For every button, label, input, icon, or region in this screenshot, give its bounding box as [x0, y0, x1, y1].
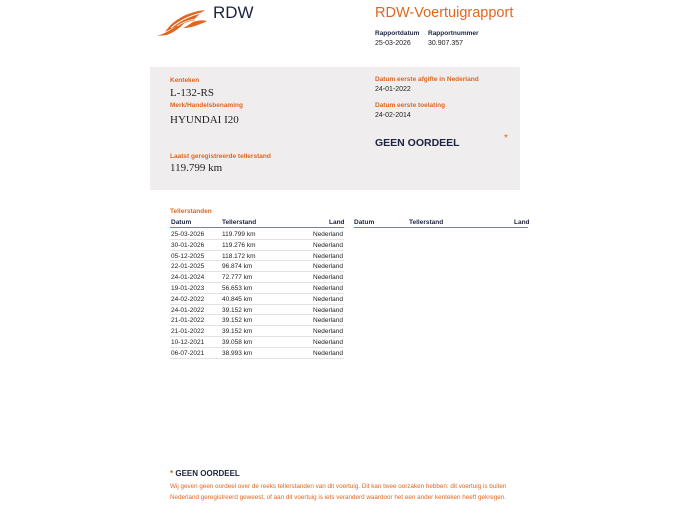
make-label: Merk/Handelsbenaming — [170, 102, 243, 109]
report-number: 30.907.357 — [428, 40, 464, 47]
row-country: Nederland — [313, 338, 343, 346]
table-row — [170, 348, 344, 359]
row-odometer: 118.172 km — [222, 252, 256, 260]
header-rule-right — [354, 227, 528, 228]
row-country: Nederland — [313, 328, 343, 336]
table-row — [170, 261, 344, 272]
header-rule-left — [170, 227, 344, 228]
plate-label: Kenteken — [170, 77, 200, 84]
row-odometer: 96.874 km — [222, 263, 253, 271]
table-row — [170, 283, 344, 294]
verdict-text: GEEN OORDEEL — [375, 137, 460, 149]
rdw-logo-icon — [155, 6, 209, 38]
row-date: 24-02-2022 — [171, 295, 205, 303]
table-row — [170, 315, 344, 326]
plate-value: L-132-RS — [170, 87, 214, 99]
first-admission-label: Datum eerste toelating — [375, 102, 446, 109]
row-date: 22-01-2025 — [171, 263, 205, 271]
col-header-date: Datum — [171, 219, 192, 226]
row-date: 21-01-2022 — [171, 317, 205, 325]
brand-name: RDW — [213, 3, 254, 22]
report-date-label: Rapportdatum — [375, 30, 420, 37]
table-row — [170, 305, 344, 316]
report-date: 25-03-2026 — [375, 40, 411, 47]
first-admission-nl-value: 24-01-2022 — [375, 86, 411, 93]
row-country: Nederland — [313, 349, 343, 357]
row-date: 05-12-2025 — [171, 252, 205, 260]
table-row — [170, 326, 344, 337]
footnote-star: * — [170, 469, 174, 478]
row-odometer: 119.276 km — [222, 241, 256, 249]
report-title: RDW-Voertuigrapport — [375, 5, 514, 21]
row-odometer: 39.058 km — [222, 338, 253, 346]
row-odometer: 38.993 km — [222, 349, 253, 357]
odometer-label: Laatst geregistreerde tellerstand — [170, 153, 271, 160]
row-date: 24-01-2022 — [171, 306, 205, 314]
footnote-title — [170, 469, 240, 478]
col-header-country-2: Land — [514, 219, 530, 226]
row-odometer: 56.653 km — [222, 284, 253, 292]
make-value: HYUNDAI I20 — [170, 114, 239, 126]
table-row — [170, 337, 344, 348]
row-odometer: 39.152 km — [222, 328, 253, 336]
odometer-table-title: Tellerstanden — [170, 208, 212, 215]
row-date: 30-01-2026 — [171, 241, 205, 249]
row-country: Nederland — [313, 263, 343, 271]
row-date: 19-01-2023 — [171, 284, 205, 292]
col-header-country: Land — [329, 219, 345, 226]
row-country: Nederland — [313, 252, 343, 260]
row-date: 24-01-2024 — [171, 274, 205, 282]
col-header-odometer: Tellerstand — [222, 219, 257, 226]
row-country: Nederland — [313, 317, 343, 325]
row-date: 21-01-2022 — [171, 328, 205, 336]
row-country: Nederland — [313, 274, 343, 282]
row-odometer: 40.845 km — [222, 295, 253, 303]
table-row — [170, 240, 344, 251]
row-country: Nederland — [313, 284, 343, 292]
row-odometer: 72.777 km — [222, 274, 253, 282]
table-row — [170, 229, 344, 240]
col-header-date-2: Datum — [354, 219, 375, 226]
odometer-value: 119.799 km — [170, 162, 223, 174]
row-odometer: 119.799 km — [222, 231, 256, 238]
row-odometer: 39.152 km — [222, 306, 253, 314]
row-odometer: 39.152 km — [222, 317, 253, 325]
footnote-title-text: GEEN OORDEEL — [175, 469, 240, 478]
row-date: 10-12-2021 — [171, 338, 205, 346]
first-admission-nl-label: Datum eerste afgifte in Nederland — [375, 76, 479, 83]
row-country: Nederland — [313, 241, 343, 249]
row-date: 25-03-2026 — [171, 231, 205, 238]
footnote-text: Wij geven geen oordeel over de reeks tellerstanden van dit voertuig. Dit kan twee oorzaken hebben: dit voertuig is buiten Nederland geregistreerd geweest, of aan dit voertuig is iets veranderd waardoor het een ander kenteken heeft gekregen. — [170, 483, 507, 501]
odometer-table-body — [170, 229, 344, 359]
table-row — [170, 294, 344, 305]
col-header-odometer-2: Tellerstand — [409, 219, 444, 226]
first-admission-value: 24-02-2014 — [375, 112, 411, 119]
verdict-footnote-mark: * — [504, 133, 508, 144]
table-row — [170, 251, 344, 262]
row-country: Nederland — [313, 231, 343, 238]
row-date: 06-07-2021 — [171, 349, 205, 357]
table-row — [170, 272, 344, 283]
report-number-label: Rapportnummer — [428, 30, 479, 37]
row-country: Nederland — [313, 295, 343, 303]
row-country: Nederland — [313, 306, 343, 314]
